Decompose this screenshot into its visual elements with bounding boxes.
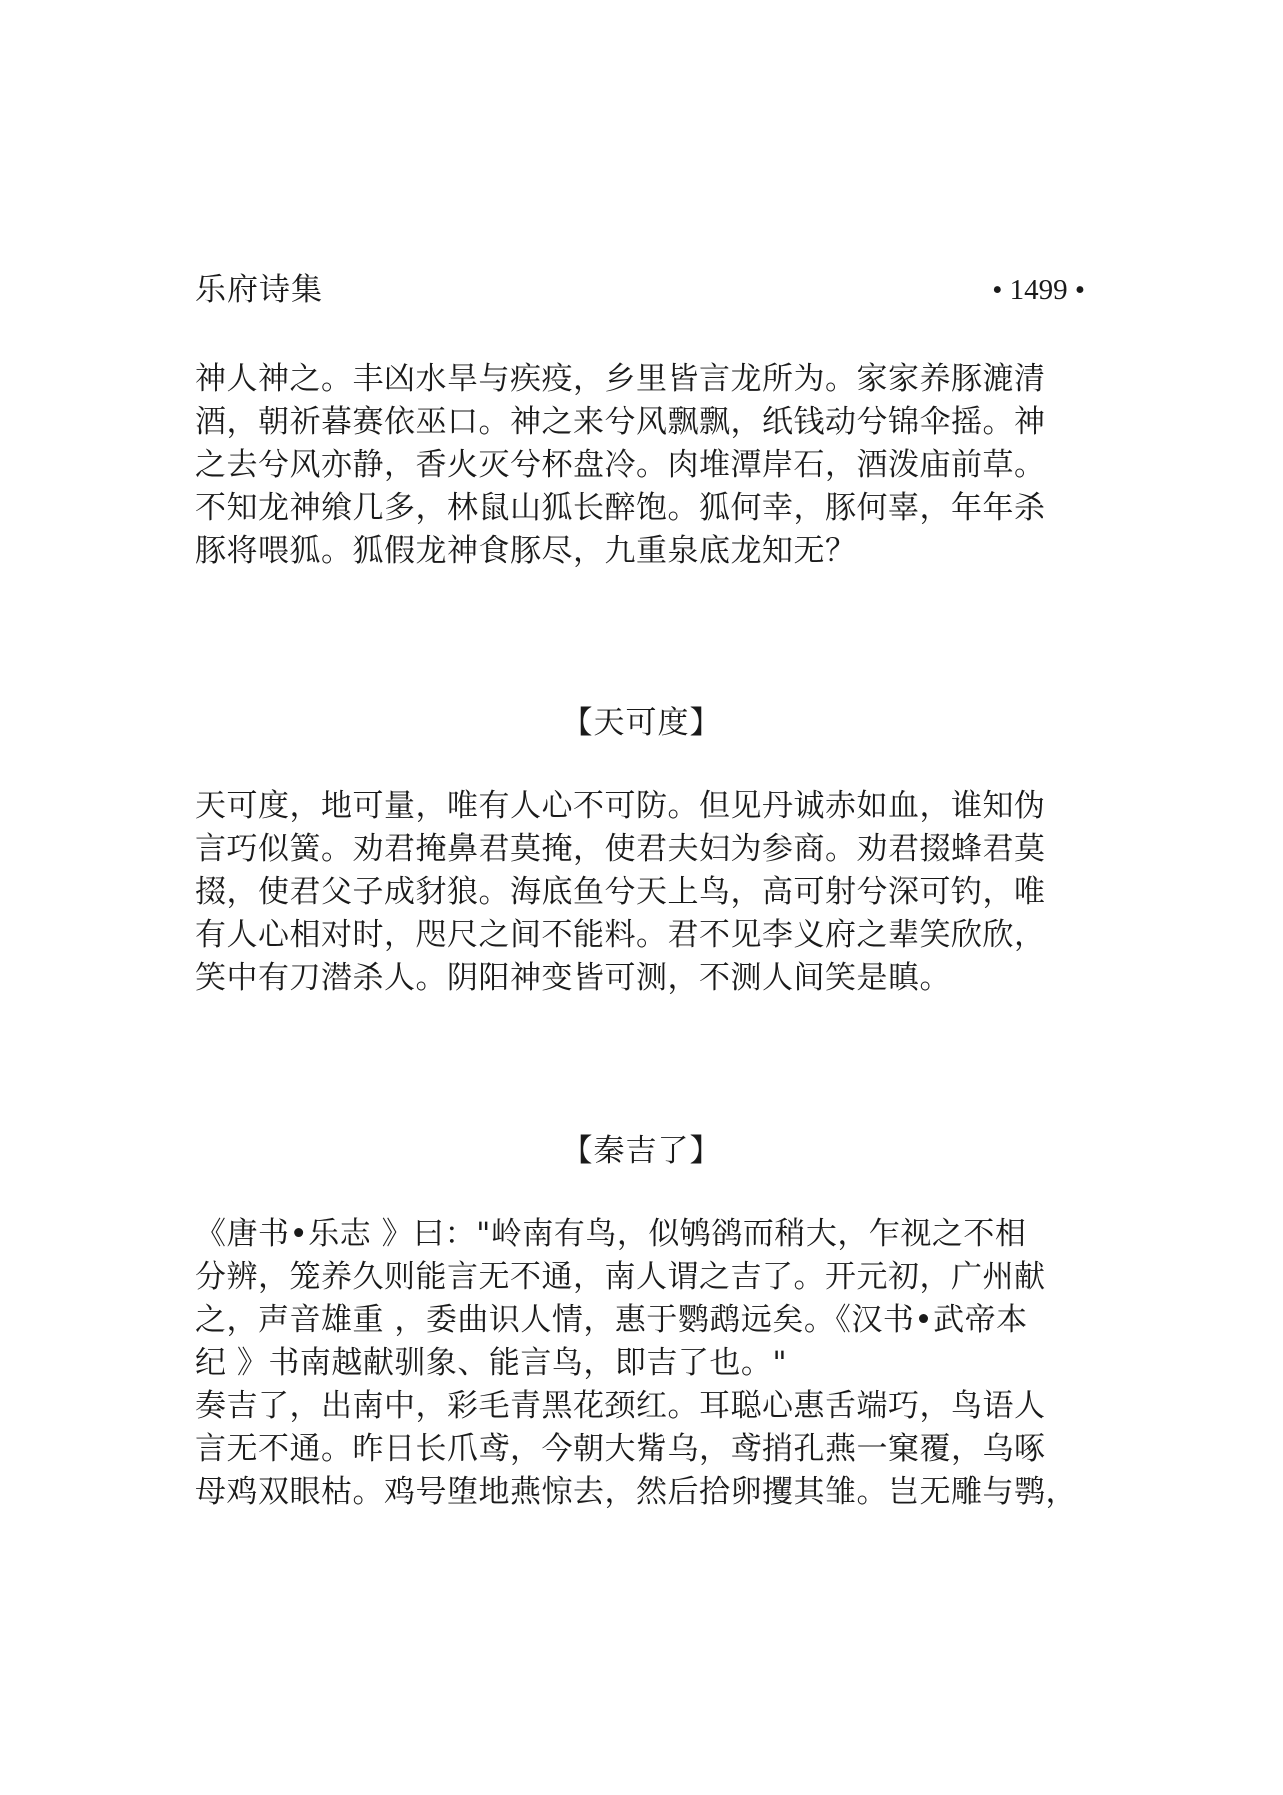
text-line: 之去兮风亦静，香火灭兮杯盘冷。肉堆潭岸石，酒泼庙前草。: [195, 447, 1046, 483]
text-line: 酒，朝祈暮赛依巫口。神之来兮风飘飘，纸钱动兮锦伞摇。神: [195, 404, 1046, 440]
text-line: 掇，使君父子成豺狼。海底鱼兮天上鸟，高可射兮深可钓，唯: [195, 874, 1046, 910]
running-title: 乐府诗集: [195, 272, 323, 308]
poem-continuation: [195, 358, 1095, 573]
text-line: 神人神之。丰凶水旱与疾疫，乡里皆言龙所为。家家养豚漉清: [195, 361, 1046, 397]
text-line: 分辨，笼养久则能言无不通，南人谓之吉了。开元初，广州献: [195, 1259, 1046, 1295]
text-line: 笑中有刀潜杀人。阴阳神变皆可测，不测人间笑是瞋。: [195, 960, 951, 996]
text-line: 纪 》书南越献驯象、能言鸟，即吉了也。": [195, 1345, 788, 1381]
text-line: 之，声音雄重 ，委曲识人情，惠于鹦鹉远矣。《汉书•武帝本: [195, 1302, 1028, 1338]
section-title-tian-ke-du: 【天可度】: [561, 705, 722, 741]
text-line: 不知龙神飨几多，林鼠山狐长醉饱。狐何幸，豚何辜，年年杀: [195, 490, 1046, 526]
poem-qin-ji-liao: [195, 1213, 1095, 1514]
text-line: 有人心相对时，咫尺之间不能料。君不见李义府之辈笑欣欣，: [195, 917, 1046, 953]
page-number: • 1499 •: [992, 274, 1085, 306]
poem-tian-ke-du: [195, 785, 1095, 1000]
section-title-qin-ji-liao: 【秦吉了】: [561, 1133, 722, 1169]
text-line: 天可度，地可量，唯有人心不可防。但见丹诚赤如血，谁知伪: [195, 788, 1046, 824]
text-line: 言巧似簧。劝君掩鼻君莫掩，使君夫妇为参商。劝君掇蜂君莫: [195, 831, 1046, 867]
text-line: 言无不通。昨日长爪鸢，今朝大觜乌，鸢捎孔燕一窠覆，乌啄: [195, 1431, 1046, 1467]
text-line: 《唐书•乐志 》曰："岭南有鸟，似鸲鹆而稍大，乍视之不相: [195, 1216, 1027, 1252]
text-line: 豚将喂狐。狐假龙神食豚尽，九重泉底龙知无？: [195, 533, 857, 569]
text-line: 奏吉了，出南中，彩毛青黑花颈红。耳聪心惠舌端巧，鸟语人: [195, 1388, 1046, 1424]
text-line: 母鸡双眼枯。鸡号堕地燕惊去，然后拾卵攫其雏。岂无雕与鹗，: [195, 1474, 1077, 1510]
page-header: [195, 268, 1085, 312]
